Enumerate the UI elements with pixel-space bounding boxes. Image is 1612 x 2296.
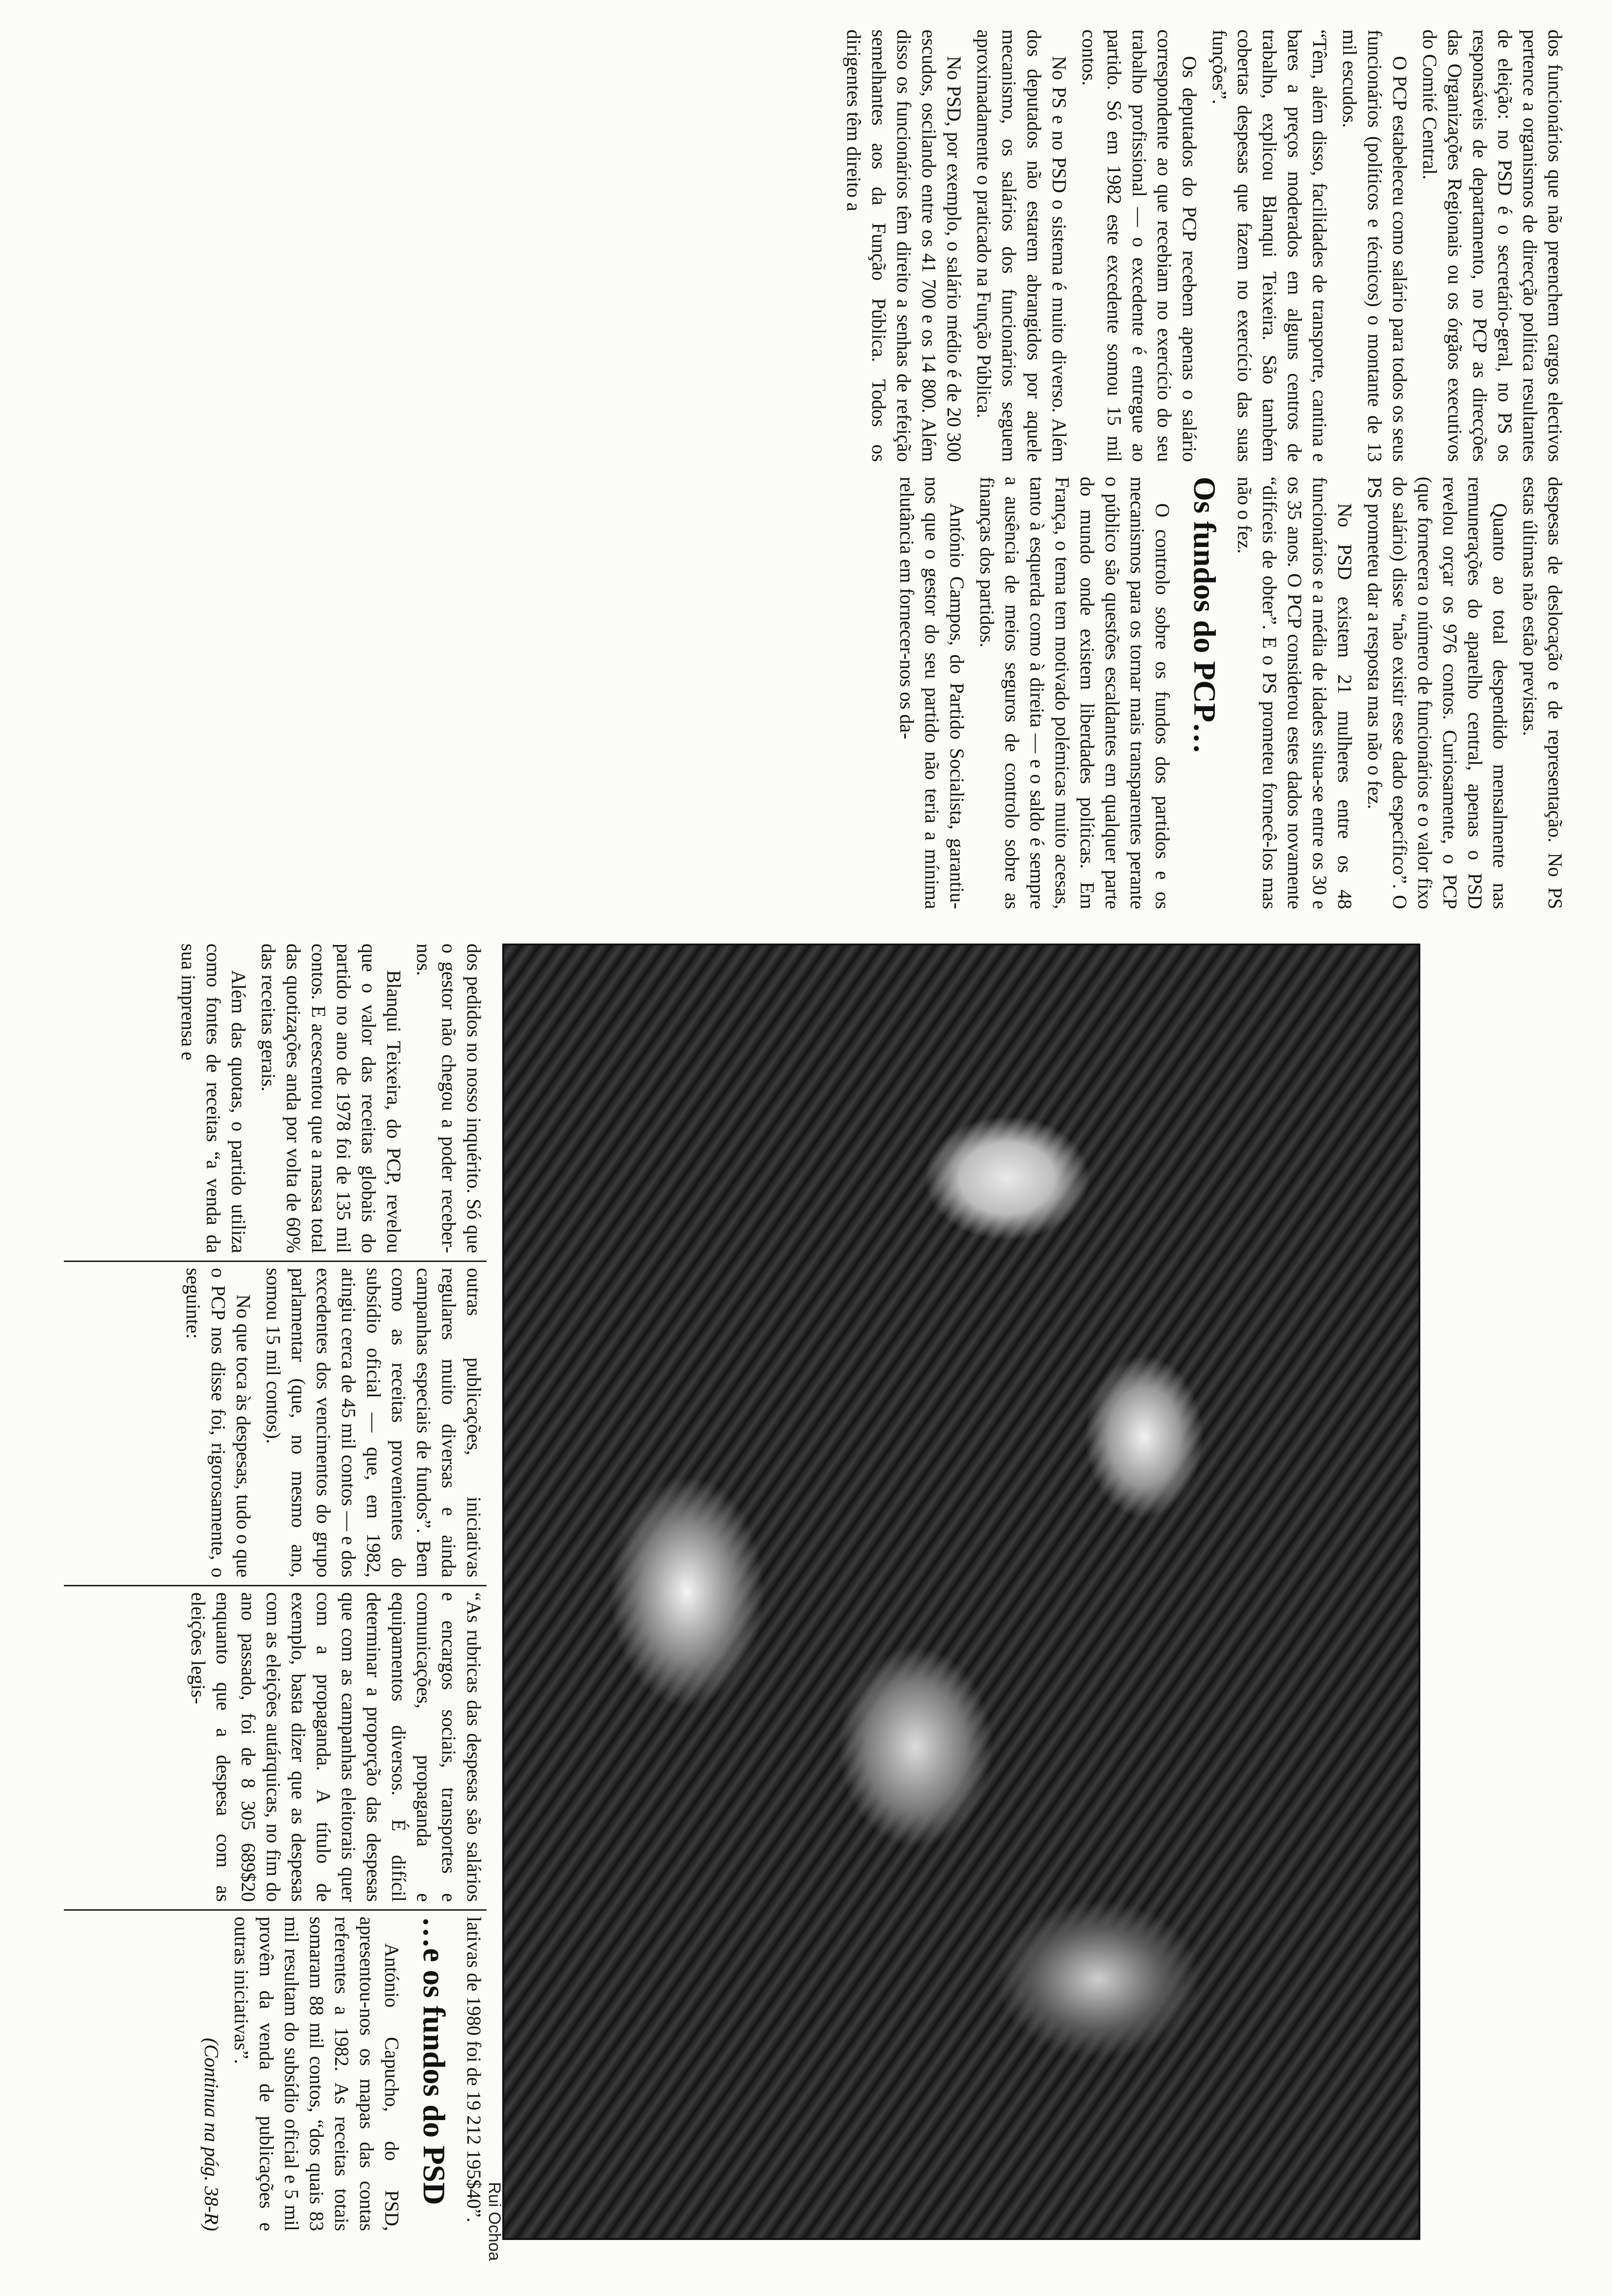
paragraph: No PSD, por exemplo, o salário médio é de 20 300 escudos, oscilando entre os 41 700 e os 14 800. Além disso os funcionários têm direito a senhas de refeição semelhantes aos da Função Pública. Todos os dirigentes têm direito a (843, 29, 965, 462)
paragraph: Quanto ao total despendido mensalmente nas remunerações do aparelho central, apenas o PSD revelou orçar os 976 contos. Curiosamente, o PCP (que fornecera o número de funcionários e o valor fixo do salário) disse “não existir esse dado específico”. O PS prometeu dar a resposta mas não o fez. (1364, 477, 1511, 909)
paragraph: António Campos, do Partido Socialista, garantiu-nos que o gestor do seu partido não teria a mínima relutância em fornecer-nos os da- (896, 477, 968, 909)
paragraph: António Capucho, do PSD, apresentou-nos os mapas das contas referentes a 1982. As receitas totais somaram 88 mil contos, “dos quais 83 mil resultam do subsídio oficial e 5 mil provêm da venda de publicações e outras iniciativas”. (230, 1917, 403, 2231)
article-column-4 (181, 1268, 487, 1578)
column-divider (64, 1585, 487, 1586)
section-heading: …e os fundos do PSD (417, 1917, 452, 2205)
paragraph: No PSD existem 21 mulheres entre os 48 funcionários e a média de idades situa-se entre os 30 e os 35 anos. O PCP considerou estes dados novamente “difíceis de obter”. E o PS prometeu fornecê-los mas não o fez. (1234, 477, 1356, 909)
paragraph: “As rubricas das despesas são salários e encargos sociais, transportes e comunicações, propaganda e equipamentos diversos. É difícil determinar a proporção das despesas que com as campanhas eleitorais quer com a propaganda. A título de exemplo, basta dizer que as despesas com as eleições autárquicas, no fim do ano passado, foi de 8 305 689$20 enquanto que a despesa com as eleições legis- (187, 1592, 485, 1902)
column-divider (64, 1909, 487, 1911)
article-column-6 (199, 1917, 487, 2231)
paragraph: dos pedidos no nosso inquérito. Só que o gestor não chegou a poder receber-nos. (413, 944, 485, 1253)
section-heading: Os fundos do PCP… (1187, 477, 1222, 754)
paragraph: Os deputados do PCP recebem apenas o salário correspondente ao que recebiam no exercício do seu trabalho profissional — o excedente é entregue ao partido. Só em 1982 este excedente somou 15 mil contos. (1078, 29, 1201, 462)
paragraph: O controlo sobre os fundos dos partidos e os mecanismos para os tornar mais transparentes perante o público são questões escaldantes em qualquer parte do mundo onde existem liberdades políticas. Em França, o tema tem motivado polémicas muito acesas, tanto à esquerda como à direita — e o saldo é sempre a ausência de meios seguros de controlo sobre as finanças dos partidos. (976, 477, 1174, 909)
article-column-3 (176, 944, 487, 1253)
paragraph: despesas de deslocação e de representação. No PS estas últimas não estão previstas. (1519, 477, 1566, 909)
paragraph: Blanqui Teixeira, do PCP, revelou que o valor das receitas globais do partido no ano de 1978 foi de 135 mil contos. E acescentou que a massa total das quotizações anda por volta de 60% das receitas gerais. (258, 944, 405, 1253)
paragraph: (Continua na pág. 38-R) (201, 2038, 223, 2231)
article-column-5 (186, 1592, 487, 1902)
paragraph: Além das quotas, o partido utiliza como fontes de receitas “a venda da sua imprensa e (177, 944, 250, 1253)
paragraph: No PS e no PSD o sistema é muito diverso. Além dos deputados não estarem abrangidos por aquele mecanismo, os salários dos funcionários seguem aproximadamente o praticado na Função Pública. (973, 29, 1070, 462)
paragraph: O PCP estabeleceu como salário para todos os seus funcionários (políticos e técnicos) o montante de 13 mil escudos. (1339, 29, 1411, 462)
photo-credit: Rui Ochoa (485, 2182, 504, 2261)
paragraph: No que toca às despesas, tudo o que o PCP nos disse foi, rigorosamente, o seguinte: (182, 1268, 255, 1578)
paragraph: outras publicações, iniciativas regulares muito diversas e ainda campanhas especiais de fundos”. Bem como as receitas provenientes do subsídio oficial — que, em 1982, atingiu cerca de 45 mil contos — e dos excedentes dos vencimentos do grupo parlamentar (que, no mesmo ano, somou 15 mil contos). (262, 1268, 485, 1578)
article-column-2 (894, 477, 1568, 909)
column-divider (64, 1261, 487, 1262)
crowd-photo (502, 944, 1420, 2240)
paragraph: “Têm, além disso, facilidades de transporte, cantina e bares a preços moderados em alguns centros de trabalho, explicou Blanqui Teixeira. São também cobertas despesas que fazem no exercício das suas funções”. (1209, 29, 1331, 462)
paragraph: lativas de 1980 foi de 19 212 195$40”. (463, 1917, 485, 2223)
paragraph: dos funcionários que não preenchem cargos electivos pertence a organismos de direcção política resultantes de eleição: no PSD é o secretário-geral, no PS os responsáveis de departamento, no PCP as direcções das Organizações Regionais ou os órgãos executivos do Comité Central. (1419, 29, 1566, 462)
article-column-1 (841, 29, 1568, 462)
